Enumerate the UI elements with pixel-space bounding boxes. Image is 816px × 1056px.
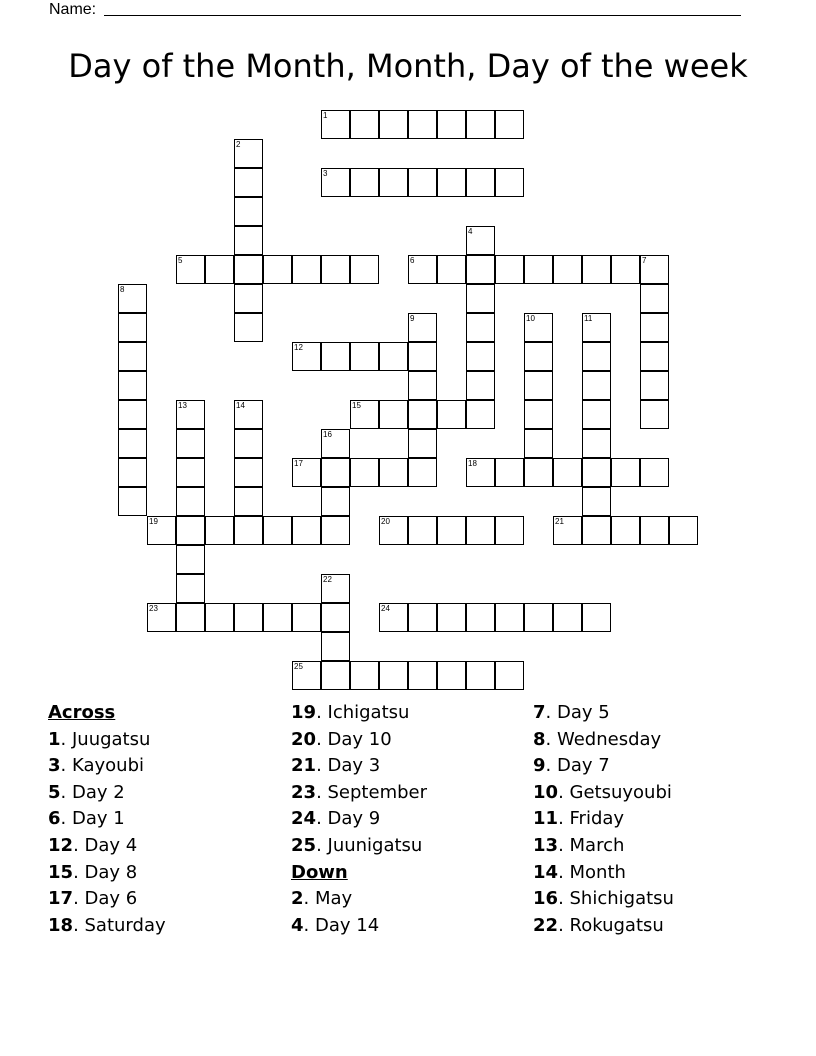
clue-item-text: . Rokugatsu <box>558 914 664 936</box>
clue-item <box>48 860 166 887</box>
grid-cell[interactable] <box>437 516 466 545</box>
clue-number: 22 <box>323 575 332 584</box>
clue-item-number: 13 <box>533 834 559 856</box>
grid-cell[interactable] <box>408 661 437 690</box>
clue-item-number: 1 <box>48 728 61 750</box>
grid-cell[interactable] <box>466 284 495 313</box>
clue-number: 10 <box>526 314 535 323</box>
clue-item-number: 6 <box>48 808 61 830</box>
grid-cell[interactable] <box>292 516 321 545</box>
clue-item-number: 4 <box>291 914 304 936</box>
grid-cell[interactable] <box>321 168 350 197</box>
clue-item-text: . Day 6 <box>73 888 138 910</box>
grid-cell[interactable] <box>582 342 611 371</box>
clue-number: 2 <box>236 140 241 149</box>
clue-number: 11 <box>584 314 593 323</box>
grid-cell[interactable] <box>292 255 321 284</box>
grid-cell[interactable] <box>408 516 437 545</box>
grid-cell[interactable] <box>292 342 321 371</box>
grid-cell[interactable] <box>408 313 437 342</box>
grid-cell[interactable] <box>437 661 466 690</box>
clue-number: 4 <box>468 227 473 236</box>
grid-cell[interactable] <box>234 139 263 168</box>
grid-cell[interactable] <box>408 400 437 429</box>
name-label: Name: <box>49 1 97 18</box>
clue-item <box>291 913 427 940</box>
clue-item <box>291 727 427 754</box>
grid-cell[interactable] <box>437 255 466 284</box>
clue-number: 21 <box>555 517 564 526</box>
grid-cell[interactable] <box>524 313 553 342</box>
clue-item-text: . Day 1 <box>60 808 125 830</box>
grid-cell[interactable] <box>524 342 553 371</box>
grid-cell[interactable] <box>379 661 408 690</box>
down-header: Down <box>291 861 348 883</box>
clue-item-text: . Juunigatsu <box>316 834 423 856</box>
clue-item <box>533 833 674 860</box>
clue-number: 9 <box>410 314 415 323</box>
grid-cell[interactable] <box>321 516 350 545</box>
grid-cell[interactable] <box>234 168 263 197</box>
grid-cell[interactable] <box>176 255 205 284</box>
grid-cell[interactable] <box>466 400 495 429</box>
clue-item-text: . Day 10 <box>316 728 392 750</box>
grid-cell[interactable] <box>379 168 408 197</box>
clue-number: 8 <box>120 285 125 294</box>
grid-cell[interactable] <box>118 371 147 400</box>
grid-cell[interactable] <box>408 110 437 139</box>
clue-item-text: . Getsuyoubi <box>558 781 672 803</box>
clue-number: 16 <box>323 430 332 439</box>
clue-item-text: . Day 14 <box>303 914 380 936</box>
grid-cell[interactable] <box>321 603 350 632</box>
grid-cell[interactable] <box>321 574 350 603</box>
grid-cell[interactable] <box>118 458 147 487</box>
grid-cell[interactable] <box>234 429 263 458</box>
grid-cell[interactable] <box>176 429 205 458</box>
clue-item <box>48 806 166 833</box>
grid-cell[interactable] <box>321 632 350 661</box>
grid-cell[interactable] <box>582 458 611 487</box>
grid-cell[interactable] <box>408 168 437 197</box>
clue-item <box>533 700 674 727</box>
clue-item-text: . Kayoubi <box>60 755 144 777</box>
clue-item-number: 20 <box>291 728 317 750</box>
grid-cell[interactable] <box>524 458 553 487</box>
grid-cell[interactable] <box>495 255 524 284</box>
clue-item-number: 17 <box>48 888 74 910</box>
clue-number: 13 <box>178 401 187 410</box>
clue-column-1 <box>48 700 166 939</box>
grid-cell[interactable] <box>263 255 292 284</box>
grid-cell[interactable] <box>466 168 495 197</box>
clue-item <box>533 727 674 754</box>
grid-cell[interactable] <box>582 516 611 545</box>
clue-item-number: 5 <box>48 781 61 803</box>
clue-number: 14 <box>236 401 245 410</box>
grid-cell[interactable] <box>118 487 147 516</box>
grid-cell[interactable] <box>176 400 205 429</box>
grid-cell[interactable] <box>640 342 669 371</box>
grid-cell[interactable] <box>263 516 292 545</box>
clue-item <box>48 780 166 807</box>
clue-item-text: . March <box>558 834 625 856</box>
clue-item <box>533 753 674 780</box>
grid-cell[interactable] <box>466 661 495 690</box>
clue-item <box>48 913 166 940</box>
clue-number: 6 <box>410 256 415 265</box>
clue-number: 5 <box>178 256 183 265</box>
grid-cell[interactable] <box>234 400 263 429</box>
grid-cell[interactable] <box>234 458 263 487</box>
grid-cell[interactable] <box>321 342 350 371</box>
grid-cell[interactable] <box>495 603 524 632</box>
grid-cell[interactable] <box>611 255 640 284</box>
grid-cell[interactable] <box>553 516 582 545</box>
clue-item-text: . Day 5 <box>545 702 610 723</box>
grid-cell[interactable] <box>553 603 582 632</box>
clue-item <box>533 780 674 807</box>
grid-cell[interactable] <box>234 487 263 516</box>
clue-item-number: 10 <box>533 781 559 803</box>
grid-cell[interactable] <box>582 603 611 632</box>
grid-cell[interactable] <box>205 516 234 545</box>
clue-number: 24 <box>381 604 390 613</box>
grid-cell[interactable] <box>321 661 350 690</box>
clue-item-text: . Day 9 <box>316 808 381 830</box>
clue-item-number: 8 <box>533 728 546 750</box>
grid-cell[interactable] <box>350 168 379 197</box>
grid-cell[interactable] <box>234 516 263 545</box>
grid-cell[interactable] <box>350 255 379 284</box>
grid-cell[interactable] <box>234 226 263 255</box>
clue-item <box>533 860 674 887</box>
grid-cell[interactable] <box>640 255 669 284</box>
clue-item <box>291 780 427 807</box>
grid-cell[interactable] <box>176 516 205 545</box>
grid-cell[interactable] <box>466 458 495 487</box>
grid-cell[interactable] <box>582 429 611 458</box>
grid-cell[interactable] <box>176 574 205 603</box>
grid-cell[interactable] <box>321 458 350 487</box>
clue-item <box>48 753 166 780</box>
clue-item-text: . Day 7 <box>545 755 610 777</box>
page-title: Day of the Month, Month, Day of the week <box>68 47 748 85</box>
clue-item-text: . Wednesday <box>545 728 662 750</box>
clue-item-text: . Shichigatsu <box>558 888 674 910</box>
clue-number: 18 <box>468 459 477 468</box>
grid-cell[interactable] <box>640 516 669 545</box>
clue-column-2 <box>291 700 427 939</box>
grid-cell[interactable] <box>408 429 437 458</box>
clue-item-number: 2 <box>291 888 304 910</box>
grid-cell[interactable] <box>176 545 205 574</box>
clue-number: 20 <box>381 517 390 526</box>
grid-cell[interactable] <box>292 603 321 632</box>
grid-cell[interactable] <box>408 255 437 284</box>
grid-cell[interactable] <box>466 342 495 371</box>
grid-cell[interactable] <box>234 197 263 226</box>
clue-item <box>291 806 427 833</box>
grid-cell[interactable] <box>263 603 292 632</box>
grid-cell[interactable] <box>118 284 147 313</box>
grid-cell[interactable] <box>292 458 321 487</box>
clue-item-number: 9 <box>533 755 546 777</box>
grid-cell[interactable] <box>205 255 234 284</box>
grid-cell[interactable] <box>292 661 321 690</box>
clue-item-number: 7 <box>533 702 546 723</box>
clue-item-number: 22 <box>533 914 559 936</box>
grid-cell[interactable] <box>495 110 524 139</box>
grid-cell[interactable] <box>611 458 640 487</box>
grid-cell[interactable] <box>640 400 669 429</box>
grid-cell[interactable] <box>321 110 350 139</box>
grid-cell[interactable] <box>350 400 379 429</box>
clue-item-number: 12 <box>48 834 74 856</box>
grid-cell[interactable] <box>640 284 669 313</box>
grid-cell[interactable] <box>118 342 147 371</box>
clue-item-number: 11 <box>533 808 559 830</box>
grid-cell[interactable] <box>321 429 350 458</box>
grid-cell[interactable] <box>553 458 582 487</box>
grid-cell[interactable] <box>640 313 669 342</box>
grid-cell[interactable] <box>408 603 437 632</box>
clue-item-text: . Day 8 <box>73 861 138 883</box>
grid-cell[interactable] <box>379 516 408 545</box>
grid-cell[interactable] <box>408 342 437 371</box>
grid-cell[interactable] <box>524 371 553 400</box>
grid-cell[interactable] <box>350 661 379 690</box>
grid-cell[interactable] <box>379 400 408 429</box>
grid-cell[interactable] <box>524 255 553 284</box>
clue-item <box>291 700 427 727</box>
clue-item-text: . Day 2 <box>60 781 125 803</box>
clue-item <box>48 727 166 754</box>
grid-cell[interactable] <box>437 168 466 197</box>
clue-item-text: . Day 4 <box>73 834 138 856</box>
grid-cell[interactable] <box>379 110 408 139</box>
grid-cell[interactable] <box>321 487 350 516</box>
clue-number: 23 <box>149 604 158 613</box>
clue-item-number: 23 <box>291 781 317 803</box>
grid-cell[interactable] <box>466 516 495 545</box>
grid-cell[interactable] <box>466 226 495 255</box>
grid-cell[interactable] <box>524 429 553 458</box>
clue-item-number: 19 <box>291 702 317 723</box>
grid-cell[interactable] <box>466 313 495 342</box>
clue-item-text: . Day 3 <box>316 755 381 777</box>
grid-cell[interactable] <box>147 603 176 632</box>
grid-cell[interactable] <box>176 487 205 516</box>
grid-cell[interactable] <box>495 661 524 690</box>
clue-item <box>48 886 166 913</box>
clue-item <box>291 886 427 913</box>
clue-number: 1 <box>323 111 328 120</box>
grid-cell[interactable] <box>118 400 147 429</box>
grid-cell[interactable] <box>234 255 263 284</box>
clue-item-text: . September <box>316 781 427 803</box>
grid-cell[interactable] <box>408 371 437 400</box>
clue-number: 12 <box>294 343 303 352</box>
grid-cell[interactable] <box>524 603 553 632</box>
grid-cell[interactable] <box>582 487 611 516</box>
clue-item <box>533 913 674 940</box>
grid-cell[interactable] <box>640 458 669 487</box>
clue-number: 17 <box>294 459 303 468</box>
grid-cell[interactable] <box>466 371 495 400</box>
clue-item-number: 24 <box>291 808 317 830</box>
grid-cell[interactable] <box>611 516 640 545</box>
clue-item <box>533 806 674 833</box>
clue-item-number: 3 <box>48 755 61 777</box>
clue-item <box>291 833 427 860</box>
grid-cell[interactable] <box>437 603 466 632</box>
clue-item <box>48 833 166 860</box>
grid-cell[interactable] <box>582 255 611 284</box>
clue-item-text: . Friday <box>558 808 625 830</box>
grid-cell[interactable] <box>118 429 147 458</box>
grid-cell[interactable] <box>176 603 205 632</box>
grid-cell[interactable] <box>582 371 611 400</box>
grid-cell[interactable] <box>640 371 669 400</box>
grid-cell[interactable] <box>234 284 263 313</box>
clue-number: 3 <box>323 169 328 178</box>
clue-item <box>291 753 427 780</box>
grid-cell[interactable] <box>466 255 495 284</box>
grid-cell[interactable] <box>408 458 437 487</box>
clue-item-number: 14 <box>533 861 559 883</box>
grid-cell[interactable] <box>379 342 408 371</box>
clue-number: 25 <box>294 662 303 671</box>
grid-cell[interactable] <box>379 603 408 632</box>
grid-cell[interactable] <box>437 110 466 139</box>
clue-column-3 <box>533 700 674 939</box>
grid-cell[interactable] <box>350 458 379 487</box>
grid-cell[interactable] <box>234 313 263 342</box>
grid-cell[interactable] <box>176 458 205 487</box>
grid-cell[interactable] <box>466 110 495 139</box>
grid-cell[interactable] <box>205 603 234 632</box>
grid-cell[interactable] <box>495 458 524 487</box>
grid-cell[interactable] <box>379 458 408 487</box>
grid-cell[interactable] <box>582 313 611 342</box>
clue-item-number: 18 <box>48 914 74 936</box>
clue-item <box>533 886 674 913</box>
clue-number: 19 <box>149 517 158 526</box>
clue-item-text: . May <box>303 888 353 910</box>
clue-item-number: 25 <box>291 834 317 856</box>
grid-cell[interactable] <box>669 516 698 545</box>
grid-cell[interactable] <box>524 400 553 429</box>
grid-cell[interactable] <box>350 110 379 139</box>
grid-cell[interactable] <box>466 603 495 632</box>
clue-item-text: . Ichigatsu <box>316 702 410 723</box>
clue-item-text: . Month <box>558 861 626 883</box>
grid-cell[interactable] <box>321 255 350 284</box>
clue-item-number: 15 <box>48 861 74 883</box>
clue-item-number: 21 <box>291 755 317 777</box>
across-header: Across <box>48 702 116 723</box>
clue-item-text: . Saturday <box>73 914 166 936</box>
clue-number: 15 <box>352 401 361 410</box>
clue-item-text: . Juugatsu <box>60 728 151 750</box>
grid-cell[interactable] <box>495 168 524 197</box>
grid-cell[interactable] <box>553 255 582 284</box>
clue-item-number: 16 <box>533 888 559 910</box>
grid-cell[interactable] <box>147 516 176 545</box>
grid-cell[interactable] <box>350 342 379 371</box>
grid-cell[interactable] <box>437 400 466 429</box>
clue-number: 7 <box>642 256 647 265</box>
grid-cell[interactable] <box>495 516 524 545</box>
grid-cell[interactable] <box>118 313 147 342</box>
grid-cell[interactable] <box>234 603 263 632</box>
grid-cell[interactable] <box>582 400 611 429</box>
